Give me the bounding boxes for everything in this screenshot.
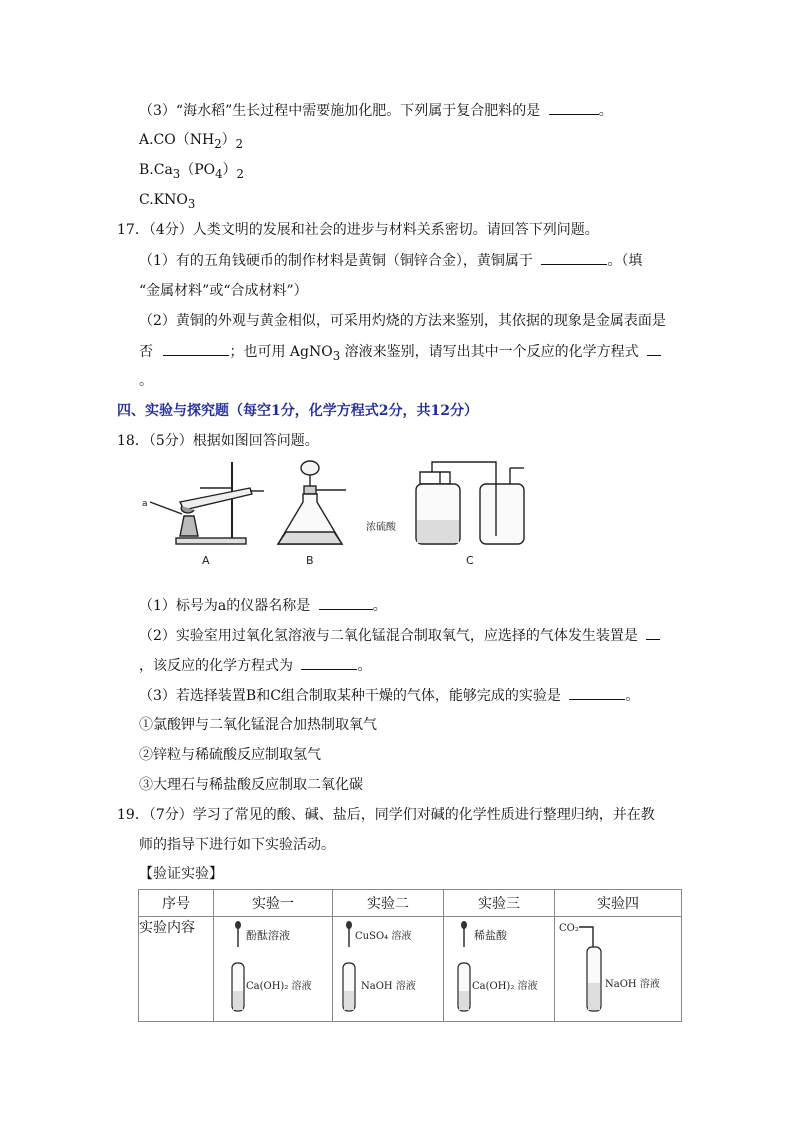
q19-stem-cont: 师的指导下进行如下实验活动。 xyxy=(139,837,335,853)
row-label: 实验内容 xyxy=(139,917,214,1022)
q19-stem: 19．（7分）学习了常见的酸、碱、盐后，同学们对碱的化学性质进行整理归纳，并在教 xyxy=(117,807,655,823)
q18-option-2: ②锌粒与稀硫酸反应制取氢气 xyxy=(139,747,321,763)
table-row xyxy=(139,917,682,1022)
answer-blank[interactable] xyxy=(647,341,661,356)
q17-part2-end: 。 xyxy=(139,373,153,389)
exp2-cell xyxy=(333,917,444,1022)
label-B: B xyxy=(306,554,314,567)
exp4-gas: CO₂ xyxy=(559,923,579,934)
answer-blank[interactable] xyxy=(319,595,373,610)
exp1-reagent: 酚酞溶液 xyxy=(246,929,290,942)
label-acid: 浓硫酸 xyxy=(366,522,396,533)
answer-blank[interactable] xyxy=(549,100,599,115)
q17-part2: （2）黄铜的外观与黄金相似，可采用灼烧的方法来鉴别，其依据的现象是金属表面是 xyxy=(139,313,666,329)
label-a: a xyxy=(142,499,148,509)
q16-option-a: $A.CO(NH_2)_2$ xyxy=(139,132,244,151)
exp1-cell xyxy=(214,917,333,1022)
q18-option-3: ③大理石与稀盐酸反应制取二氧化碳 xyxy=(139,777,363,793)
q18-part2: （2）实验室用过氧化氢溶液与二氧化锰混合制取氧气，应选择的气体发生装置是 xyxy=(139,625,660,646)
header-exp4: 实验四 xyxy=(555,890,682,917)
q16-option-c: $C.KNO_3$ xyxy=(139,192,196,211)
table-header-row xyxy=(139,890,682,917)
q18-part2-cont: ，该反应的化学方程式为 。 xyxy=(139,655,371,676)
header-exp1: 实验一 xyxy=(214,890,333,917)
answer-blank[interactable] xyxy=(569,685,625,700)
exp2-reagent: CuSO₄ 溶液 xyxy=(355,931,412,942)
exp2-solution: NaOH 溶液 xyxy=(361,981,416,992)
answer-blank[interactable] xyxy=(301,655,357,670)
q17-stem: 17．（4分）人类文明的发展和社会的进步与材料关系密切。请回答下列问题。 xyxy=(117,222,599,238)
label-A: A xyxy=(202,554,210,567)
apparatus-c xyxy=(416,462,524,544)
q18-stem: 18．（5分）根据如图回答问题。 xyxy=(117,433,319,449)
section-heading: 四、实验与探究题（每空1分，化学方程式2分，共12分） xyxy=(117,403,478,419)
apparatus-b xyxy=(278,461,346,544)
answer-blank[interactable] xyxy=(163,341,229,356)
exp3-cell xyxy=(444,917,555,1022)
q19-subheading: 【验证实验】 xyxy=(139,866,223,882)
q18-part1: （1）标号为a的仪器名称是 。 xyxy=(139,595,387,616)
answer-blank[interactable] xyxy=(646,625,660,640)
exp4-cell xyxy=(555,917,682,1022)
exp3-reagent: 稀盐酸 xyxy=(474,929,507,942)
header-exp3: 实验三 xyxy=(444,890,555,917)
header-exp2: 实验二 xyxy=(333,890,444,917)
exp4-solution: NaOH 溶液 xyxy=(605,979,660,990)
q16-3-stem: （3）“海水稻”生长过程中需要施加化肥。下列属于复合肥料的是 。 xyxy=(139,100,613,121)
exp1-solution: Ca(OH)₂ 溶液 xyxy=(246,981,312,992)
q18-option-1: ①氯酸钾与二氧化锰混合加热制取氧气 xyxy=(139,717,377,733)
apparatus-a xyxy=(150,462,264,544)
q18-part3: （3）若选择装置B和C组合制取某种干燥的气体，能够完成的实验是 。 xyxy=(139,685,639,706)
q17-part2-cont: 否 ；也可用 AgNO$_3$ 溶液来鉴别，请写出其中一个反应的化学方程式 xyxy=(139,341,661,366)
q16-option-b: $B.Ca_3(PO_4)_2$ xyxy=(139,162,244,181)
q17-part1: （1）有的五角钱硬币的制作材料是黄铜（铜锌合金），黄铜属于 。（填 xyxy=(139,250,642,271)
q18-apparatus-figure xyxy=(140,458,540,570)
header-index: 序号 xyxy=(139,890,214,917)
label-C: C xyxy=(466,554,474,567)
exp3-solution: Ca(OH)₂ 溶液 xyxy=(472,981,538,992)
q17-part1-cont: “金属材料”或“合成材料”） xyxy=(139,283,308,299)
answer-blank[interactable] xyxy=(541,250,607,265)
experiment-table xyxy=(138,889,682,1022)
